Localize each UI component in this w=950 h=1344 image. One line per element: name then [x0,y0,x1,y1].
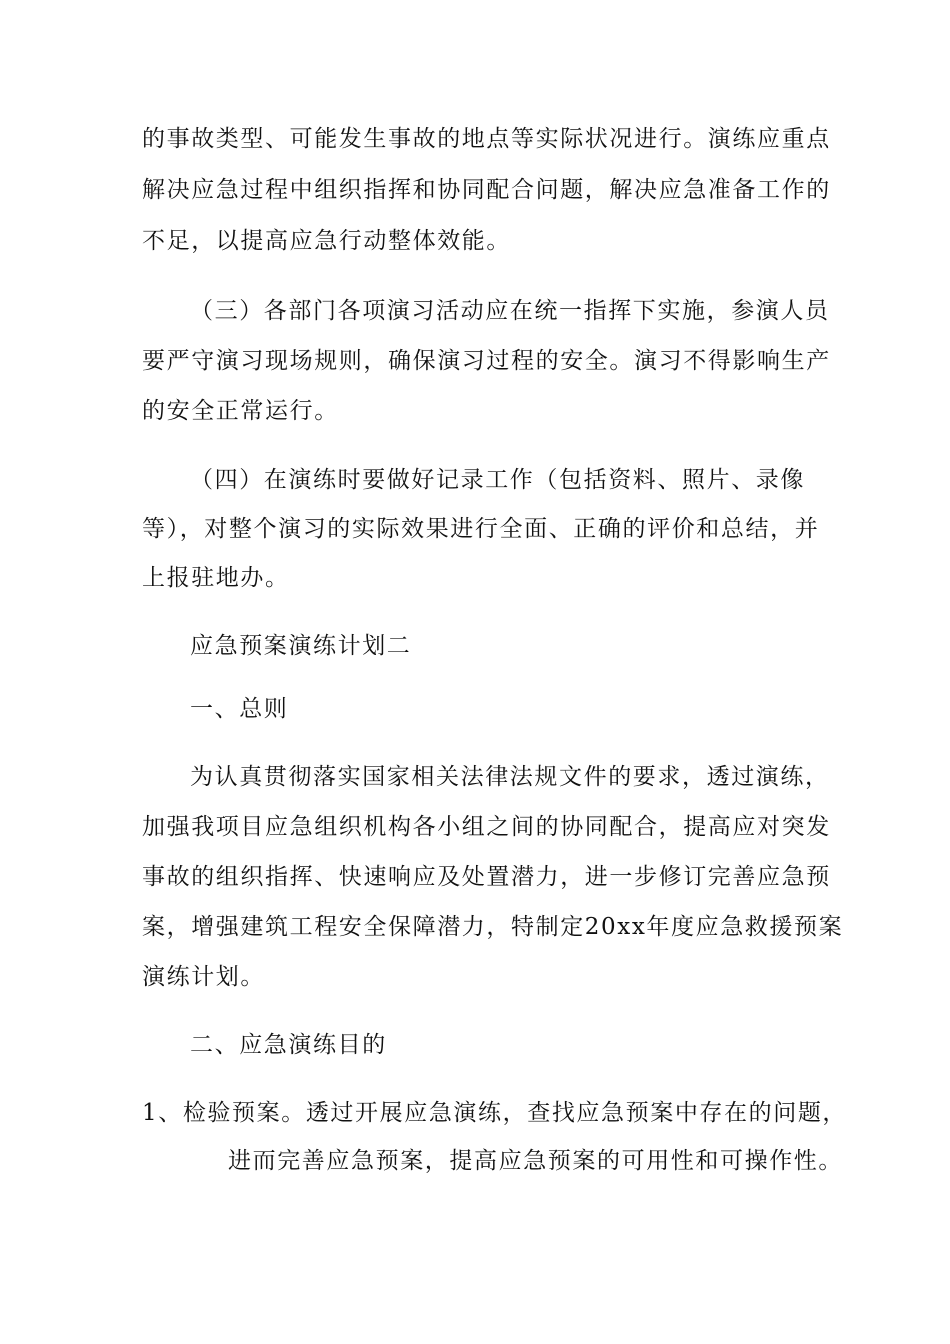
text-line: （四）在演练时要做好记录工作（包括资料、照片、录像 [190,467,805,493]
text-line: 解决应急过程中组织指挥和协同配合问题，解决应急准备工作的 [142,177,831,203]
text-line: 的事故类型、可能发生事故的地点等实际状况进行。演练应重点 [142,126,831,152]
text-line: （三）各部门各项演习活动应在统一指挥下实施，参演人员 [190,298,830,324]
text-line: 1、检验预案。透过开展应急演练，查找应急预案中存在的问题， [142,1100,848,1126]
text-line: 演练计划。 [142,964,265,990]
text-line: 二、应急演练目的 [190,1032,387,1058]
text-line: 一、总则 [190,696,289,722]
text-line: 要严守演习现场规则，确保演习过程的安全。演习不得影响生产 [142,348,831,374]
text-line: 案，增强建筑工程安全保障潜力，特制定20xx年度应急救援预案 [142,914,844,940]
text-line: 不足，以提高应急行动整体效能。 [142,228,511,254]
text-line: 应急预案演练计划二 [190,633,412,659]
text-line: 进而完善应急预案，提高应急预案的可用性和可操作性。 [228,1148,843,1174]
text-line: 加强我项目应急组织机构各小组之间的协同配合，提高应对突发 [142,814,831,840]
text-line: 为认真贯彻落实国家相关法律法规文件的要求，透过演练， [190,764,830,790]
text-line: 上报驻地办。 [142,565,290,591]
text-line: 事故的组织指挥、快速响应及处置潜力，进一步修订完善应急预 [142,864,831,890]
text-line: 等），对整个演习的实际效果进行全面、正确的评价和总结，并 [142,516,820,542]
text-line: 的安全正常运行。 [142,398,339,424]
